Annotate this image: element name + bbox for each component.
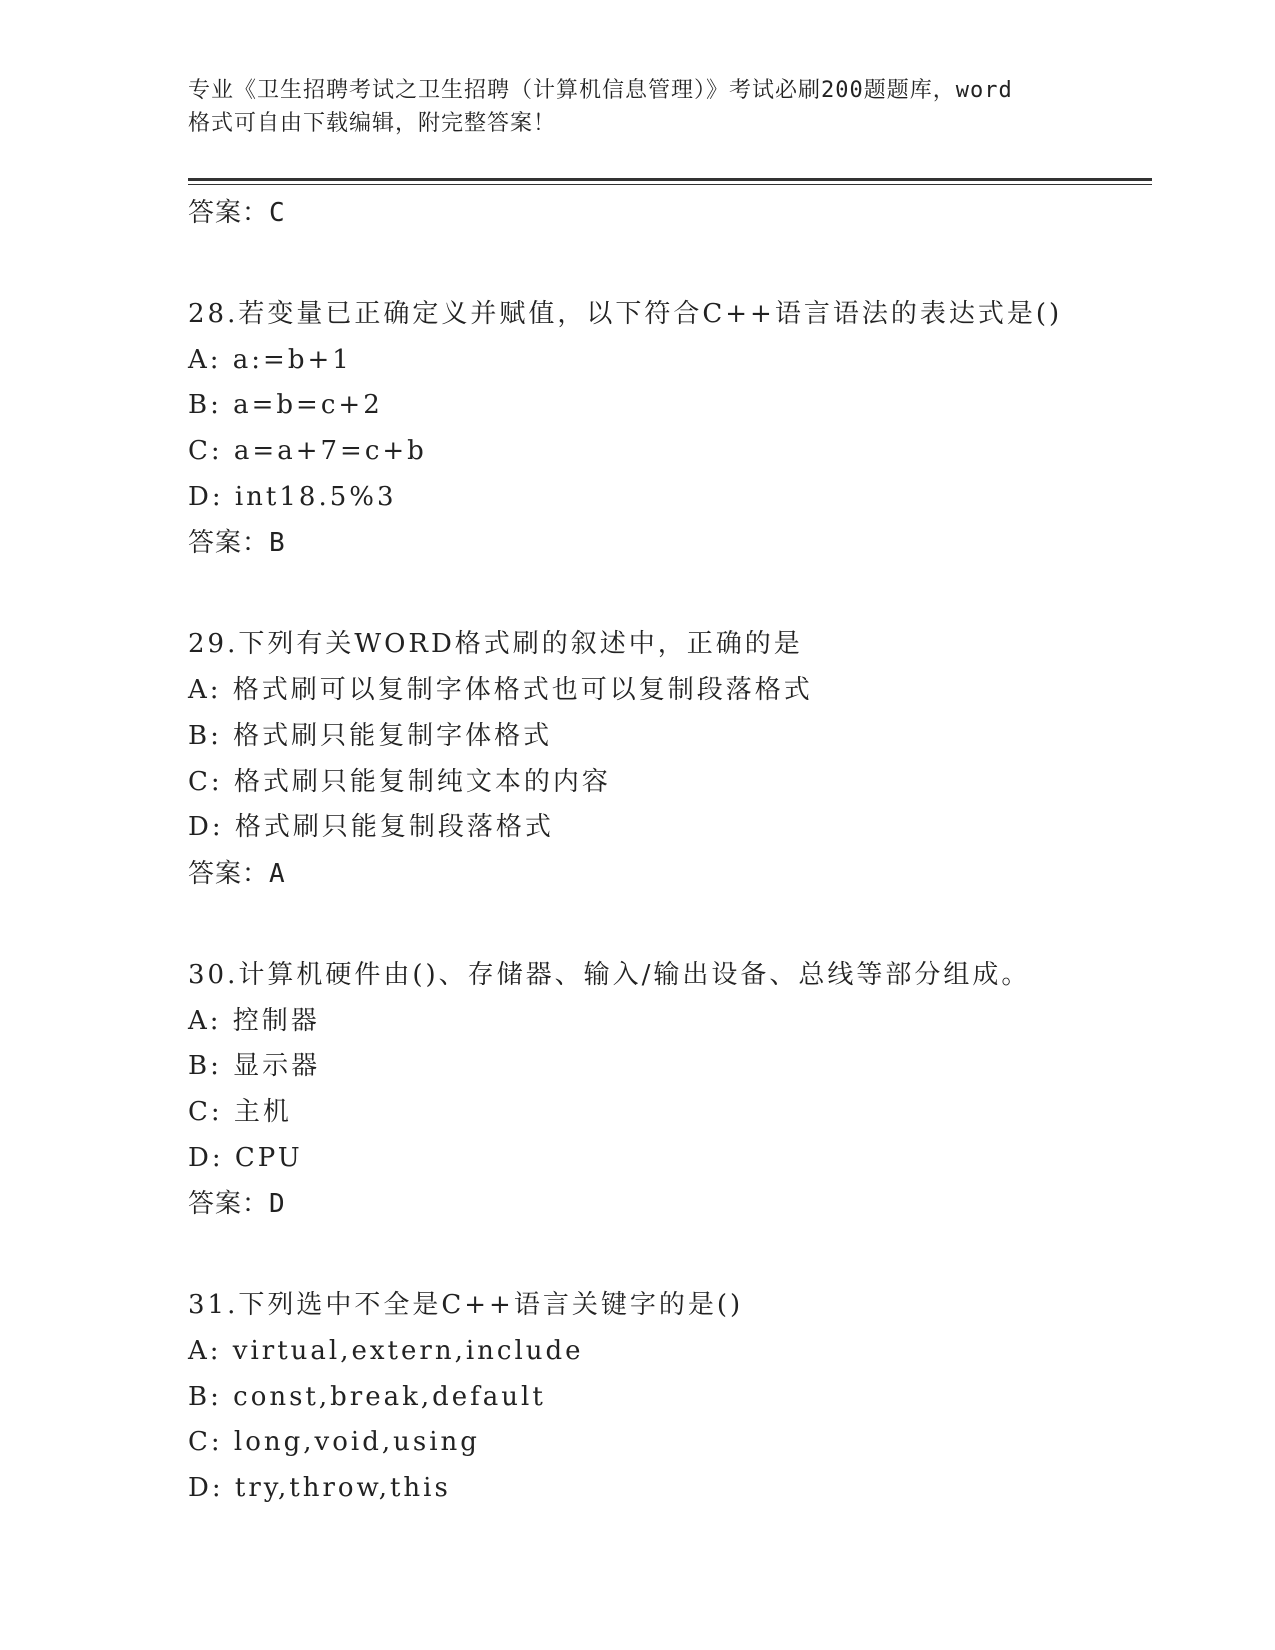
- option-a: A: 控制器: [188, 1005, 320, 1036]
- option-d: D: 格式刷只能复制段落格式: [188, 812, 554, 843]
- option-b: B: 格式刷只能复制字体格式: [188, 720, 553, 751]
- header-line-1: 专业《卫生招聘考试之卫生招聘（计算机信息管理）》考试必刷200题题库，word: [188, 78, 1013, 103]
- header-rule-thick: [188, 178, 1152, 181]
- option-c: C: a=a+7=c+b: [188, 436, 427, 467]
- question-list: [188, 190, 1148, 1512]
- option-b: B: 显示器: [188, 1051, 321, 1082]
- option-a: A: a:=b+1: [188, 344, 352, 375]
- option-c: C: 格式刷只能复制纯文本的内容: [188, 766, 611, 797]
- option-c: C: 主机: [188, 1096, 292, 1127]
- answer-line: 答案：C: [188, 198, 286, 228]
- question-29: [188, 622, 1148, 896]
- answer-line: 答案：A: [188, 858, 286, 889]
- option-d: D: try,throw,this: [188, 1473, 451, 1504]
- answer-line: 答案：B: [188, 528, 286, 559]
- question-31: [188, 1283, 1148, 1511]
- question-stem: 29.下列有关WORD格式刷的叙述中，正确的是: [188, 629, 803, 660]
- question-stem: 28.若变量已正确定义并赋值，以下符合C++语言语法的表达式是(): [188, 299, 1063, 329]
- option-c: C: long,void,using: [188, 1427, 480, 1458]
- header-line-2: 格式可自由下载编辑，附完整答案！: [188, 111, 557, 136]
- option-d: D: int18.5%3: [188, 481, 397, 512]
- answer-line: 答案：D: [188, 1189, 286, 1220]
- header-rule-thin: [188, 184, 1152, 185]
- question-stem: 30.计算机硬件由()、存储器、输入/输出设备、总线等部分组成。: [188, 959, 1031, 990]
- option-a: A: virtual,extern,include: [188, 1336, 584, 1366]
- question-28: [188, 292, 1148, 566]
- option-b: B: a=b=c+2: [188, 390, 383, 421]
- option-a: A: 格式刷可以复制字体格式也可以复制段落格式: [188, 675, 813, 706]
- option-b: B: const,break,default: [188, 1381, 546, 1412]
- question-stem: 31.下列选中不全是C++语言关键字的是(): [188, 1290, 744, 1321]
- option-d: D: CPU: [188, 1142, 303, 1173]
- question-30: [188, 953, 1148, 1227]
- document-header: [188, 74, 1088, 140]
